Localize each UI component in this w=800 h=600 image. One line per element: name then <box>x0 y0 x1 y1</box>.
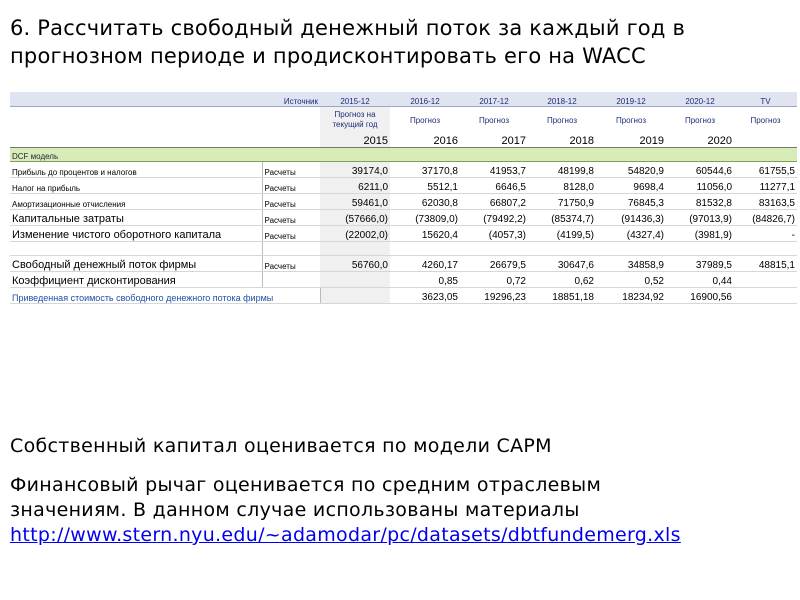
forecast-label-row <box>10 107 797 134</box>
table-cell: 56760,0 <box>320 256 390 272</box>
row-label: Капитальные затраты <box>10 210 262 226</box>
table-cell: - <box>734 226 797 242</box>
table-cell: 19296,23 <box>460 288 528 304</box>
leverage-line-1: Финансовый рычаг оценивается по средним отраслевым <box>10 474 602 496</box>
table-cell: 0,44 <box>666 272 734 288</box>
forecast-current-label: Прогноз на текущий год <box>320 107 390 134</box>
table-cell: 16900,56 <box>666 288 734 304</box>
leverage-note <box>10 473 790 548</box>
table-row <box>10 178 797 194</box>
year-cell: 2018 <box>528 133 596 148</box>
table-row <box>10 194 797 210</box>
table-cell: 60544,6 <box>666 162 734 178</box>
table-cell: 0,62 <box>528 272 596 288</box>
source-link[interactable]: http://www.stern.nyu.edu/~adamodar/pc/datasets/dbtfundemerg.xls <box>10 524 681 546</box>
section-label: DCF модель <box>10 148 797 162</box>
table-cell: (85374,7) <box>528 210 596 226</box>
table-cell: (4057,3) <box>460 226 528 242</box>
period-header: 2016-12 <box>390 92 460 107</box>
year-cell: 2017 <box>460 133 528 148</box>
row-label: Амортизационные отчисления <box>10 194 262 210</box>
fcf-row <box>10 256 797 272</box>
source-header: Источник <box>262 92 320 107</box>
table-cell: 71750,9 <box>528 194 596 210</box>
forecast-label: Прогноз <box>684 115 715 125</box>
table-cell: (91436,3) <box>596 210 666 226</box>
table-cell: 54820,9 <box>596 162 666 178</box>
table-row <box>10 162 797 178</box>
table-cell: 8128,0 <box>528 178 596 194</box>
table-cell: 48199,8 <box>528 162 596 178</box>
year-cell: 2015 <box>320 133 390 148</box>
table-cell: 81532,8 <box>666 194 734 210</box>
period-header: 2017-12 <box>460 92 528 107</box>
table-cell: 37170,8 <box>390 162 460 178</box>
table-cell: 59461,0 <box>320 194 390 210</box>
table-cell: 26679,5 <box>460 256 528 272</box>
table-cell: 15620,4 <box>390 226 460 242</box>
table-cell: (73809,0) <box>390 210 460 226</box>
pv-row <box>10 288 797 304</box>
row-method: Расчеты <box>262 178 320 194</box>
table-cell: 3623,05 <box>390 288 460 304</box>
table-cell: 0,72 <box>460 272 528 288</box>
table-cell: 83163,5 <box>734 194 797 210</box>
table-cell: 30647,6 <box>528 256 596 272</box>
table-cell: 37989,5 <box>666 256 734 272</box>
table-cell: 18234,92 <box>596 288 666 304</box>
row-method: Расчеты <box>262 162 320 178</box>
row-method: Расчеты <box>262 194 320 210</box>
forecast-label: Прогноз <box>409 115 440 125</box>
row-label: Приведенная стоимость свободного денежного потока фирмы <box>10 288 320 304</box>
leverage-line-2: значениям. В данном случае использованы материалы <box>10 499 580 521</box>
year-cell: 2019 <box>596 133 666 148</box>
table-cell: 6646,5 <box>460 178 528 194</box>
period-header: 2015-12 <box>320 92 390 107</box>
table-row <box>10 210 797 226</box>
table-cell: 9698,4 <box>596 178 666 194</box>
row-label: Прибыль до процентов и налогов <box>10 162 262 178</box>
forecast-label: Прогноз <box>750 115 781 125</box>
table-cell: (57666,0) <box>320 210 390 226</box>
table-cell: 11277,1 <box>734 178 797 194</box>
table-cell: 62030,8 <box>390 194 460 210</box>
dcf-table <box>10 92 797 304</box>
table-cell: (84826,7) <box>734 210 797 226</box>
spacer-row <box>10 242 797 256</box>
row-method: Расчеты <box>262 210 320 226</box>
capm-note: Собственный капитал оценивается по модели CAPM <box>10 435 552 457</box>
row-label: Изменение чистого оборотного капитала <box>10 226 262 242</box>
table-cell: (79492,2) <box>460 210 528 226</box>
table-cell: 48815,1 <box>734 256 797 272</box>
title-line-2: прогнозном периоде и продисконтировать его на WACC <box>10 44 646 68</box>
table-cell: 61755,5 <box>734 162 797 178</box>
table-cell: 11056,0 <box>666 178 734 194</box>
period-header: TV <box>734 92 797 107</box>
row-label: Налог на прибыль <box>10 178 262 194</box>
period-header: 2018-12 <box>528 92 596 107</box>
row-method: Расчеты <box>262 226 320 242</box>
table-cell: (4199,5) <box>528 226 596 242</box>
table-cell: 5512,1 <box>390 178 460 194</box>
period-header: 2020-12 <box>666 92 734 107</box>
row-label: Свободный денежный поток фирмы <box>10 256 262 272</box>
title-line-1: 6. Рассчитать свободный денежный поток за каждый год в <box>10 16 686 40</box>
forecast-label: Прогноз <box>478 115 509 125</box>
forecast-label: Прогноз <box>615 115 646 125</box>
year-cell: 2020 <box>666 133 734 148</box>
year-row <box>10 133 797 148</box>
table-cell: 6211,0 <box>320 178 390 194</box>
table-cell: 0,52 <box>596 272 666 288</box>
table-cell: (22002,0) <box>320 226 390 242</box>
table-row <box>10 226 797 242</box>
table-cell: 18851,18 <box>528 288 596 304</box>
slide-title <box>10 14 790 70</box>
table-cell: 39174,0 <box>320 162 390 178</box>
table-cell: 0,85 <box>390 272 460 288</box>
period-header-row <box>10 92 797 107</box>
table-cell: 41953,7 <box>460 162 528 178</box>
table-cell: 4260,17 <box>390 256 460 272</box>
dcf-spreadsheet <box>10 92 797 304</box>
table-cell: (3981,9) <box>666 226 734 242</box>
table-cell: (4327,4) <box>596 226 666 242</box>
discount-row <box>10 272 797 288</box>
row-method: Расчеты <box>262 256 320 272</box>
table-cell: (97013,9) <box>666 210 734 226</box>
table-cell: 76845,3 <box>596 194 666 210</box>
table-cell: 34858,9 <box>596 256 666 272</box>
forecast-label: Прогноз <box>546 115 577 125</box>
table-cell: 66807,2 <box>460 194 528 210</box>
period-header: 2019-12 <box>596 92 666 107</box>
row-label: Коэффициент дисконтирования <box>10 272 262 288</box>
year-cell: 2016 <box>390 133 460 148</box>
section-row <box>10 148 797 162</box>
